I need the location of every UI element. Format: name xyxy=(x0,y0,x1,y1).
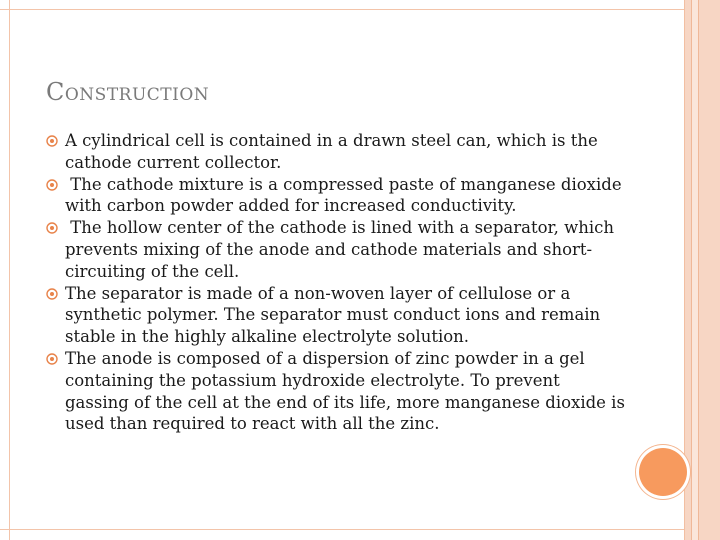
side-decoration-stripe xyxy=(691,0,699,540)
slide-border-bottom xyxy=(0,529,720,540)
bullet-icon xyxy=(45,352,59,366)
slide-title: Construction xyxy=(46,78,210,106)
side-decoration-band xyxy=(684,0,720,540)
bullet-icon xyxy=(45,178,59,192)
bullet-text: A cylindrical cell is contained in a drawn steel can, which is the cathode current collector. xyxy=(65,131,598,172)
bullet-text: The anode is composed of a dispersion of zinc powder in a gel containing the potassium hydroxide electrolyte. To prevent gassing of the cell at the end of its life, more manganese dioxide is used than required to react with all the zinc. xyxy=(65,348,625,434)
list-item xyxy=(45,283,625,348)
list-item xyxy=(45,217,625,282)
slide-border-top xyxy=(0,0,720,10)
bullet-icon xyxy=(45,287,59,301)
bullet-text: The cathode mixture is a compressed paste of manganese dioxide with carbon powder added for increased conductivity. xyxy=(65,174,627,216)
accent-circle xyxy=(639,448,687,496)
bullet-icon xyxy=(45,221,59,235)
list-item xyxy=(45,130,625,174)
bullet-text: The separator is made of a non-woven layer of cellulose or a synthetic polymer. The separator must conduct ions and remain stable in the highly alkaline electrolyte solution. xyxy=(65,283,601,347)
list-item xyxy=(45,174,625,218)
slide-border-left xyxy=(0,0,10,540)
list-item xyxy=(45,348,625,435)
bullet-icon xyxy=(45,134,59,148)
bullet-list xyxy=(45,130,625,435)
bullet-text: The hollow center of the cathode is lined with a separator, which prevents mixing of the anode and cathode materials and short-circuiting of the cell. xyxy=(65,218,620,281)
